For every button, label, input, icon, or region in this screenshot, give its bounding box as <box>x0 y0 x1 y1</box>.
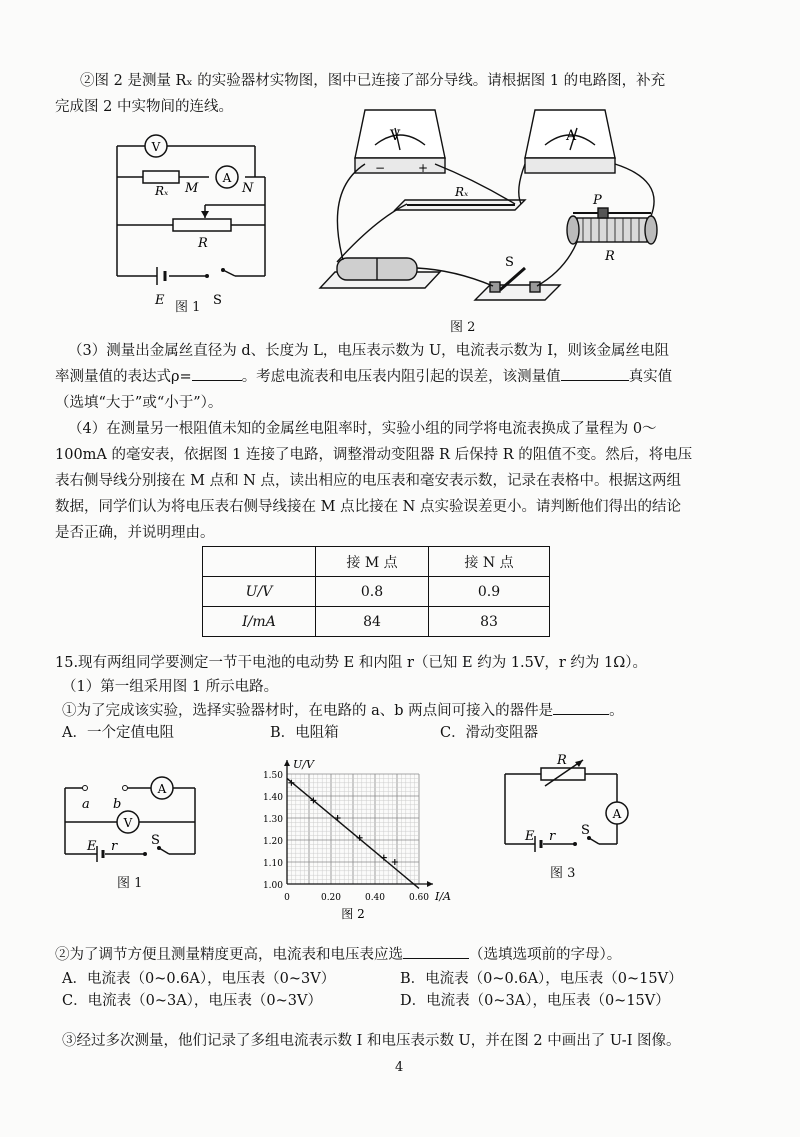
y-tick-label: 1.20 <box>262 837 283 847</box>
q15-emf-label: E <box>87 839 97 854</box>
table-row <box>203 577 550 607</box>
q15-fig3-caption: 图 3 <box>550 866 576 881</box>
answer-blank-device[interactable] <box>553 700 609 715</box>
answer-blank-rho[interactable] <box>192 366 242 381</box>
q15-sub2-opt-a: A．电流表（0~0.6A），电压表（0~3V） <box>62 971 336 987</box>
q14-part4-line5: 是否正确，并说明理由。 <box>55 525 215 541</box>
table-row <box>203 607 550 637</box>
fig2-switch-label: S <box>505 255 514 270</box>
table-cell: U/V <box>203 577 316 607</box>
battery-label: E <box>155 293 165 308</box>
point-n-label: N <box>242 181 254 196</box>
x-axis-arrow <box>427 881 433 887</box>
rx-label: Rₓ <box>155 184 169 198</box>
q15-fig3-ammeter-label: A <box>612 807 622 821</box>
chart-caption: 图 2 <box>341 907 365 921</box>
x-tick-label: 0 <box>284 893 290 903</box>
q15-fig3-switch-label: S <box>581 823 590 838</box>
rheostat-label: R <box>198 236 208 251</box>
y-tick-label: 1.50 <box>262 771 283 781</box>
q15-internal-r-label: r <box>111 839 118 854</box>
q15-fig1-caption: 图 1 <box>117 876 143 891</box>
q15-ammeter-label: A <box>157 782 167 796</box>
q14-fig2-apparatus <box>315 100 685 315</box>
q14-part4-line2: 100mA 的毫安表，依据图 1 连接了电路，调整滑动变阻器 R 后保持 R 的阻值不变。然后，将电压 <box>55 447 693 463</box>
table-cell: 84 <box>316 607 429 637</box>
switch-label: S <box>213 293 222 308</box>
q15-voltmeter-label: V <box>123 816 133 830</box>
q14-part4-line1: （4）在测量另一根阻值未知的金属丝电阻率时，实验小组的同学将电流表换成了量程为 0～ <box>68 421 657 437</box>
fig2-minus-terminal: − <box>375 161 386 175</box>
fig2-ammeter-label: A <box>565 128 577 144</box>
y-axis-label: U/V <box>293 758 314 771</box>
q15-fig3-circuit <box>495 752 645 862</box>
x-tick-label: 0.20 <box>320 893 342 903</box>
q15-sub1-opt-c: C．滑动变阻器 <box>440 725 539 741</box>
q14-part4-line3: 表右侧导线分别接在 M 点和 N 点，读出相应的电压表和毫安表示数，记录在表格中。根据这两组 <box>55 473 681 489</box>
fig2-plus-terminal: + <box>418 161 429 175</box>
x-tick-label: 0.40 <box>364 893 386 903</box>
fig2-slider-label: P <box>593 193 602 208</box>
q15-stem: 15.现有两组同学要测定一节干电池的电动势 E 和内阻 r（已知 E 约为 1.5V，r 约为 1Ω）。 <box>55 655 647 671</box>
q14-part3-line1: （3）测量出金属丝直径为 d、长度为 L，电压表示数为 U，电流表示数为 I，则该金属丝电阻 <box>68 343 670 359</box>
answer-blank-meters[interactable] <box>403 944 469 959</box>
q15-sub2: ②为了调节方便且测量精度更高，电流表和电压表应选 （选填选项前的字母）。 <box>55 944 621 966</box>
q15-fig3-rbox-label: R <box>557 753 567 768</box>
q14-part2-line2: 完成图 2 中实物间的连线。 <box>55 99 233 115</box>
q15-sub2-opt-b: B．电流表（0~0.6A），电压表（0~15V） <box>400 971 683 987</box>
q15-sub2-opt-c: C．电流表（0~3A），电压表（0~3V） <box>62 993 322 1009</box>
q15-sub2-opt-d: D．电流表（0~3A），电压表（0~15V） <box>400 993 670 1009</box>
point-a-label: a <box>82 797 90 812</box>
x-axis-label: I/A <box>435 890 451 903</box>
q15-fig1-circuit <box>55 768 205 868</box>
ammeter-label: A <box>222 171 232 185</box>
fig2-rheostat-label: R <box>605 249 615 264</box>
q14-fig1-circuit <box>105 130 275 315</box>
q15-switch-label: S <box>151 833 160 848</box>
table-cell <box>203 547 316 577</box>
voltmeter-label: V <box>151 140 161 154</box>
q14-part3-line3: （选填“大于”或“小于”）。 <box>55 395 223 411</box>
point-m-label: M <box>185 181 199 196</box>
table-cell: 接 N 点 <box>429 547 550 577</box>
y-tick-label: 1.10 <box>262 859 283 869</box>
q15-sub1-opt-a: A．一个定值电阻 <box>62 725 174 741</box>
table-cell: 0.8 <box>316 577 429 607</box>
u-i-chart <box>252 752 477 937</box>
q14-part2-line1: ②图 2 是测量 Rₓ 的实验器材实物图，图中已连接了部分导线。请根据图 1 的电路图，补充 <box>80 73 666 89</box>
y-tick-label: 1.40 <box>262 793 283 803</box>
point-b-label: b <box>113 797 122 812</box>
table-header-row <box>203 547 550 577</box>
q15-fig3-internal-r-label: r <box>549 829 556 844</box>
table-cell: 接 M 点 <box>316 547 429 577</box>
y-axis-arrow <box>284 760 290 766</box>
q15-sub1-opt-b: B．电阻箱 <box>270 725 339 741</box>
fig2-rx-label: Rₓ <box>455 185 469 199</box>
y-tick-label: 1.30 <box>262 815 283 825</box>
table-cell: I/mA <box>203 607 316 637</box>
q14-part3-line2: 率测量值的表达式ρ= 。考虑电流表和电压表内阻引起的误差，该测量值 真实值 <box>55 366 672 388</box>
q15-sub1: ①为了完成该实验，选择实验器材时，在电路的 a、b 两点间可接入的器件是 。 <box>62 700 624 722</box>
q14-fig2-caption: 图 2 <box>450 320 476 335</box>
fig2-voltmeter-label: V <box>389 128 401 144</box>
q15-fig3-emf-label: E <box>525 829 535 844</box>
data-point <box>381 855 387 861</box>
x-tick-label: 0.60 <box>408 893 430 903</box>
q14-part4-line4: 数据，同学们认为将电压表右侧导线接在 M 点比接在 N 点实验误差更小。请判断他们得出的结论 <box>55 499 681 515</box>
q15-part1: （1）第一组采用图 1 所示电路。 <box>62 679 279 695</box>
table-cell: 83 <box>429 607 550 637</box>
table-cell: 0.9 <box>429 577 550 607</box>
q15-sub3: ③经过多次测量，他们记录了多组电流表示数 I 和电压表示数 U，并在图 2 中画出了 U-I 图像。 <box>62 1033 681 1049</box>
data-table <box>202 546 550 637</box>
answer-blank-compare[interactable] <box>561 366 629 381</box>
y-tick-label: 1.00 <box>262 881 283 891</box>
q14-fig1-caption: 图 1 <box>175 300 201 315</box>
page-number: 4 <box>395 1060 404 1075</box>
